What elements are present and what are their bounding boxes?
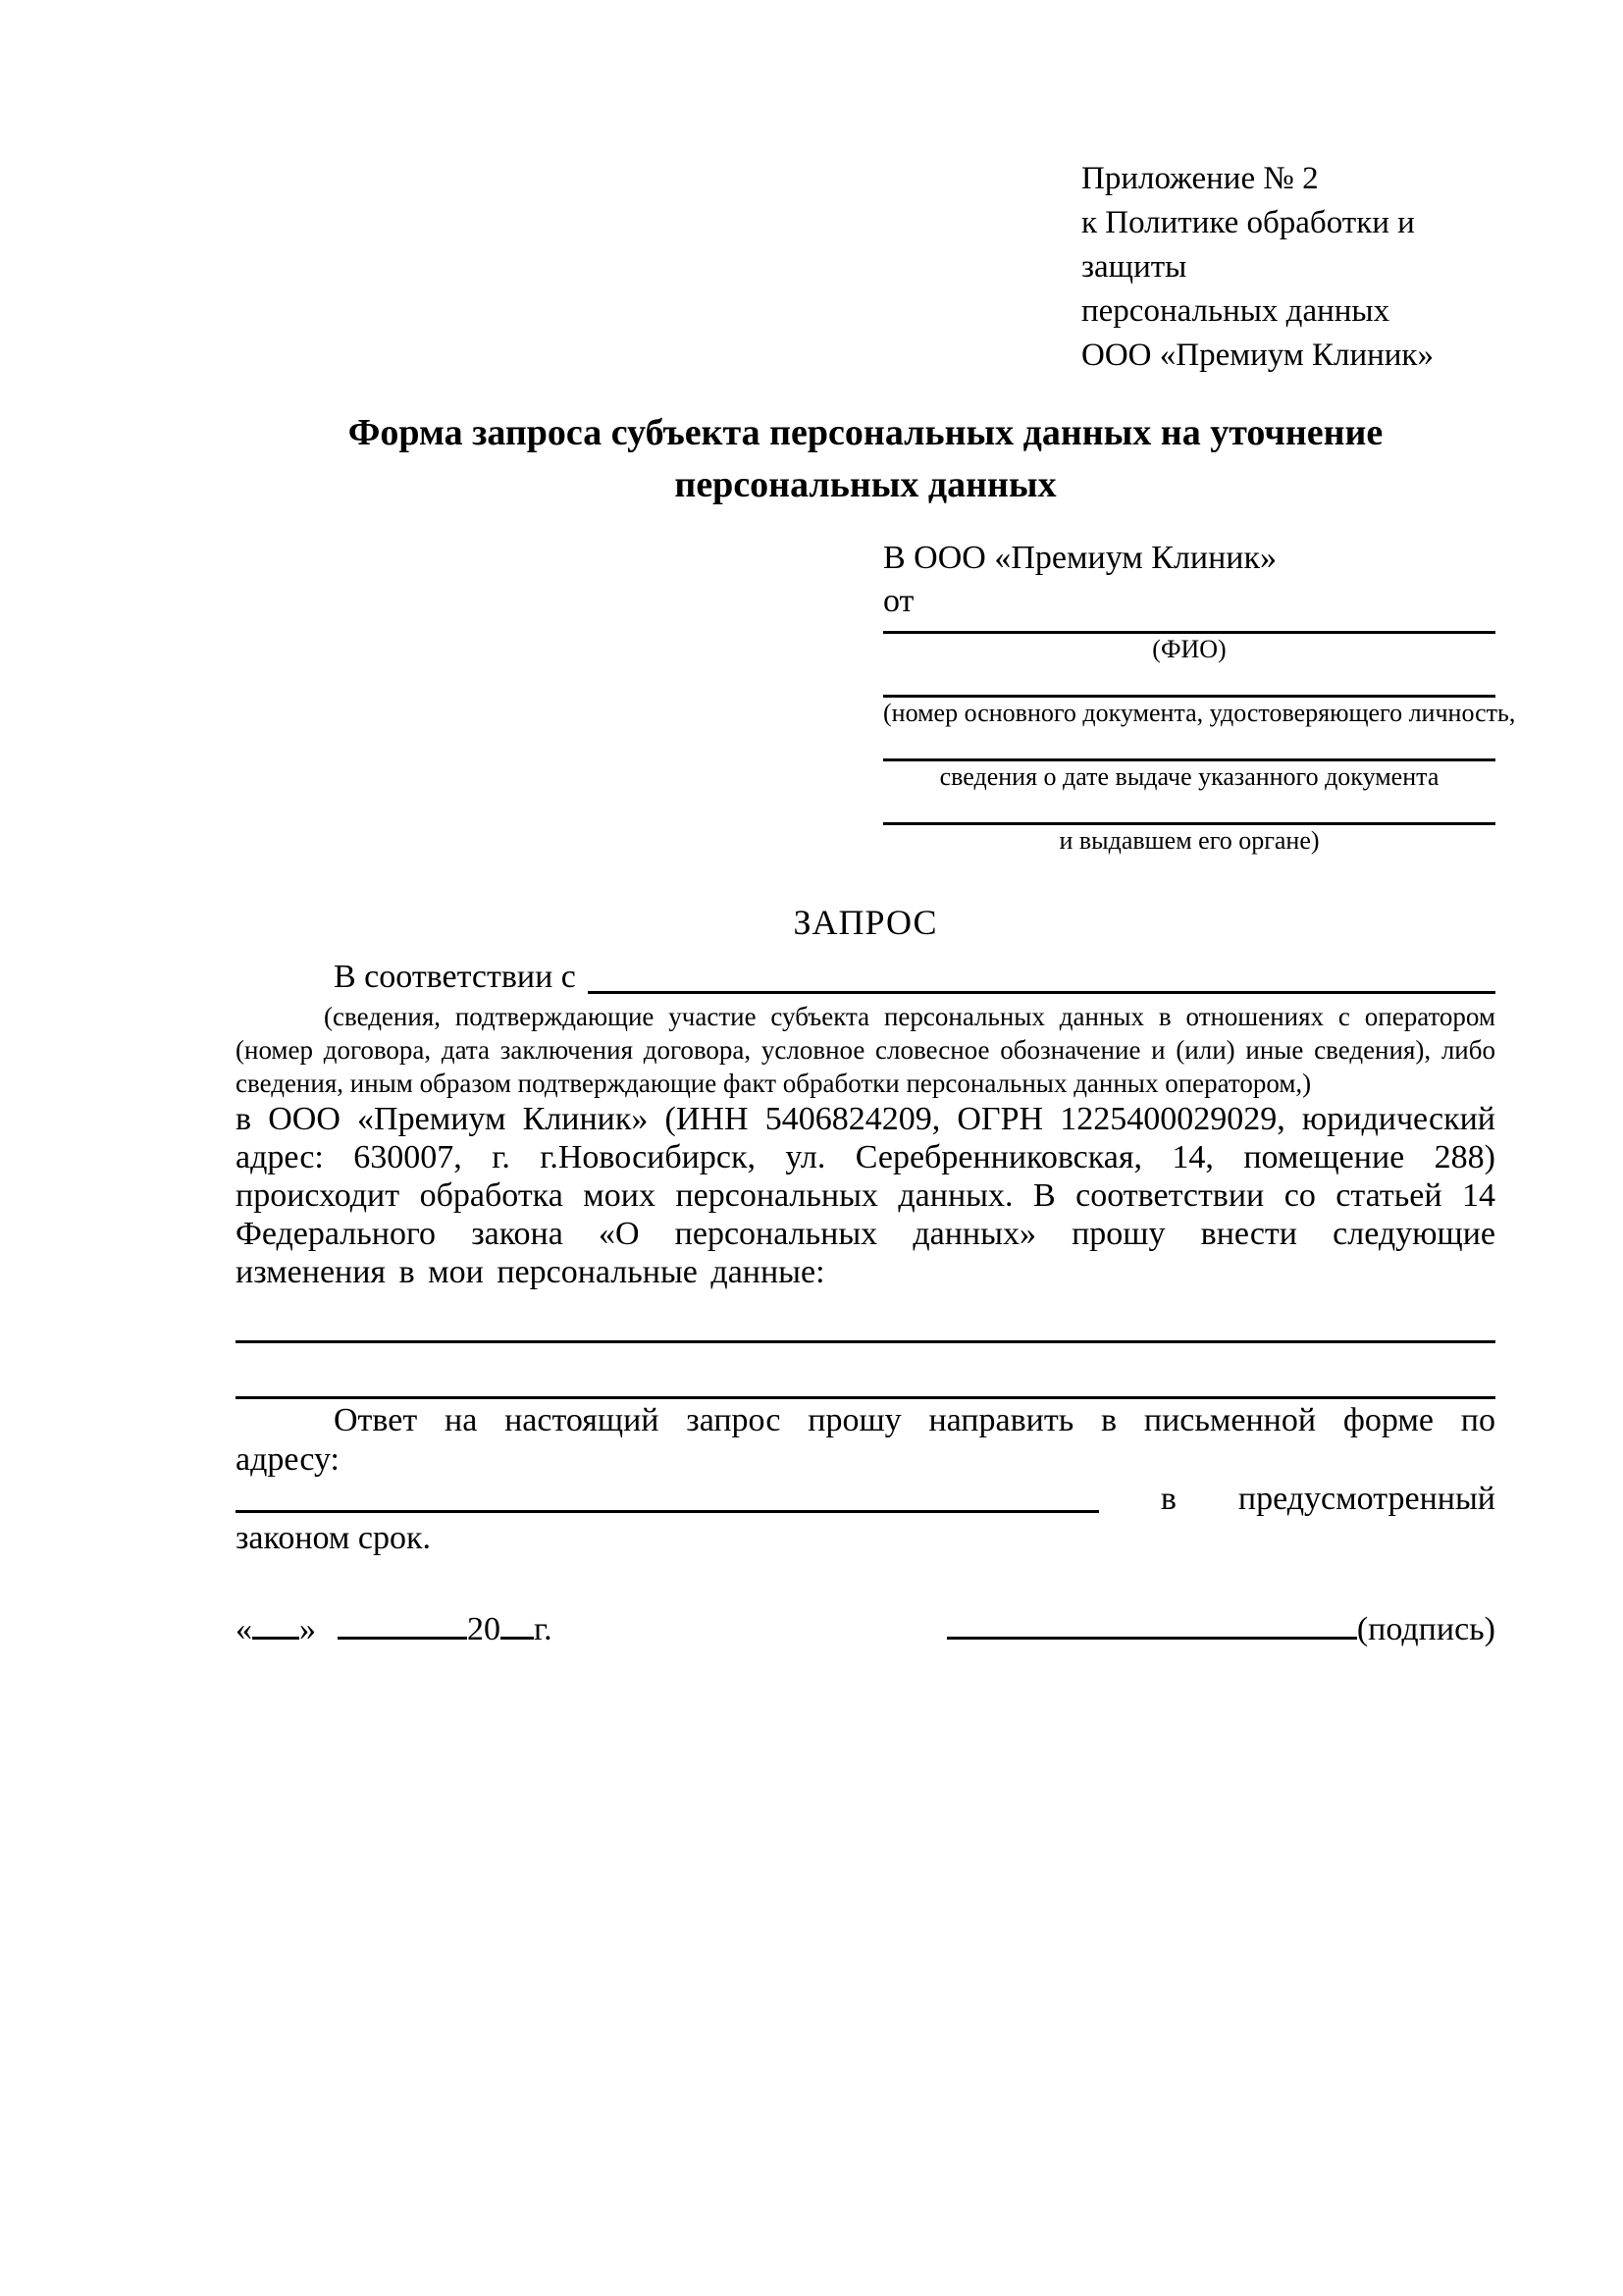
intro-note: (сведения, подтверждающие участие субъекта персональных данных в отношениях с оператором (номер договора, дата заключения договора, условное словесное обозначение и (или) иные сведения), либо сведения, иным образом подтверждающие факт обработки персональных данных оператором,) [236, 1002, 1495, 1098]
signature-fill-line[interactable] [947, 1637, 1357, 1640]
reply-intro: Ответ на настоящий запрос прошу направить в письменной форме по адресу: [236, 1402, 1495, 1478]
date-month-fill-line[interactable] [338, 1637, 467, 1640]
date-group [236, 1609, 552, 1650]
reply-word-1: в [1160, 1481, 1177, 1517]
date-quote-open: « [236, 1611, 252, 1647]
doc-number-fill-line[interactable] [883, 665, 1495, 698]
addressee-block [883, 537, 1516, 857]
addressee-from-label: от [883, 583, 915, 619]
reply-address-row [236, 1480, 1495, 1519]
signature-group [947, 1609, 1495, 1650]
addressee-field-fio [883, 623, 1495, 665]
doc-date-fill-line[interactable] [883, 729, 1495, 761]
date-quote-close: » [299, 1611, 316, 1647]
intro-text: В соответствии с [334, 959, 576, 995]
addressee-field-doc-issuer [883, 793, 1495, 857]
reply-word-2: предусмотренный [1237, 1481, 1495, 1517]
appendix-header-line: персональных данных [1081, 293, 1390, 329]
basis-fill-line[interactable] [588, 991, 1495, 994]
changes-fill-line-1[interactable] [236, 1291, 1495, 1343]
doc-date-caption: сведения о дате выдаче указанного документа [939, 762, 1440, 791]
appendix-header-line: к Политике обработки и защиты [1081, 205, 1415, 285]
appendix-header-line: Приложение № 2 [1081, 161, 1319, 196]
doc-issuer-fill-line[interactable] [883, 793, 1495, 825]
fio-fill-line[interactable] [883, 623, 1495, 634]
appendix-header-line: ООО «Премиум Клиник» [1081, 338, 1434, 373]
date-year: 20 [467, 1611, 500, 1647]
reply-tail: законом срок. [236, 1520, 431, 1556]
address-fill-line[interactable] [236, 1510, 1099, 1513]
addressee-field-doc-number [883, 665, 1516, 729]
addressee-to: В ООО «Премиум Клиник» [883, 540, 1278, 576]
date-year-fill-line[interactable] [500, 1637, 534, 1640]
doc-issuer-caption: и выдавшем его органе) [1059, 826, 1320, 855]
addressee-field-doc-date [883, 729, 1495, 793]
fio-caption: (ФИО) [1152, 635, 1227, 663]
footer-row [236, 1609, 1495, 1650]
date-day-fill-line[interactable] [252, 1637, 299, 1640]
intro-row [236, 955, 1495, 1000]
date-year-suffix: г. [534, 1611, 552, 1647]
changes-fill-line-2[interactable] [236, 1347, 1495, 1399]
doc-number-caption: (номер основного документа, удостоверяющего личность, [883, 699, 1516, 727]
page-title: Форма запроса субъекта персональных данных на уточнение персональных данных [347, 412, 1384, 505]
request-body: в ООО «Премиум Клиник» (ИНН 5406824209, ОГРН 1225400029029, юридический адрес: 630007, г. г.Новосибирск, ул. Серебренниковская, 14, помещение 288) происходит обработка моих персональных данных. В соответствии со статьей 14 Федерального закона «О персональных данных» прошу внести следующие изменения в мои персональные данные: [236, 1101, 1495, 1290]
appendix-header [1081, 157, 1495, 378]
request-heading: ЗАПРОС [793, 903, 938, 942]
signature-caption: (подпись) [1356, 1611, 1495, 1647]
